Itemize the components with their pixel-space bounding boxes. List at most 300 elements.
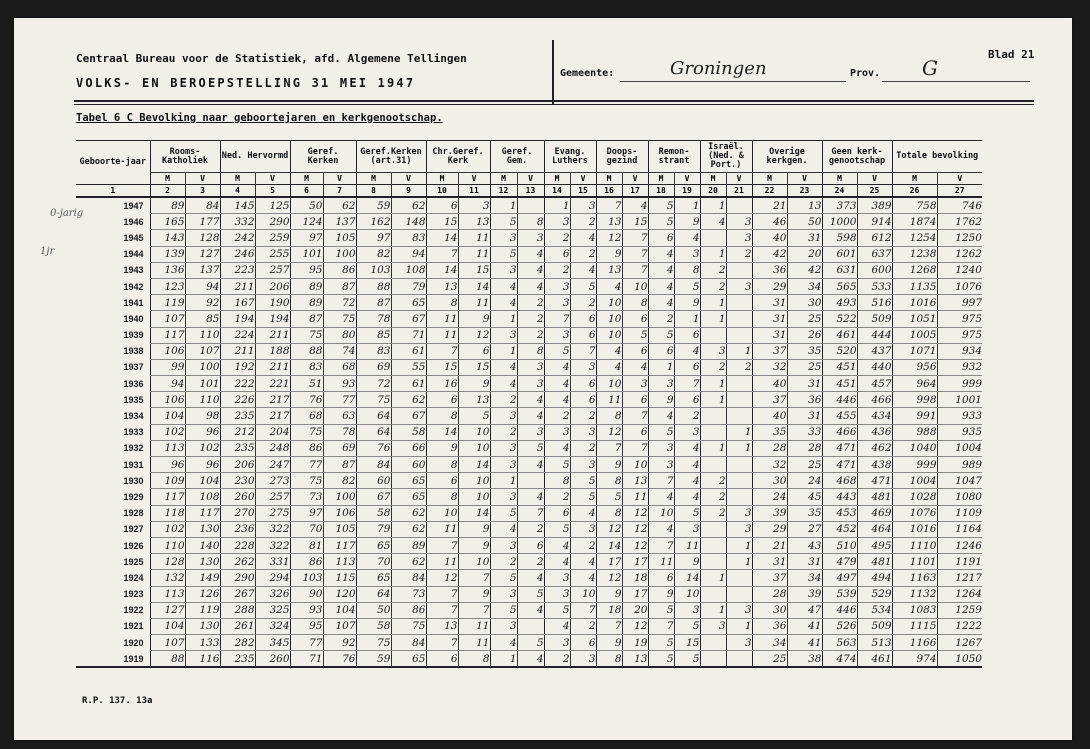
table-cell: 24: [752, 489, 787, 505]
table-cell: 462: [857, 440, 892, 456]
table-row: [76, 392, 982, 408]
table-cell: 167: [220, 295, 255, 311]
table-cell: 4: [648, 246, 674, 262]
table-cell: 11: [458, 230, 490, 246]
table-cell: 1262: [937, 246, 982, 262]
table-cell: 62: [391, 392, 426, 408]
male-header: M: [700, 173, 726, 185]
table-cell: 4: [674, 230, 700, 246]
table-cell: 257: [255, 489, 290, 505]
table-cell: 479: [822, 554, 857, 570]
table-cell: 461: [857, 651, 892, 668]
table-cell: 12: [622, 505, 648, 521]
table-cell: 2: [544, 489, 570, 505]
table-cell: 10: [458, 489, 490, 505]
table-cell: 3: [458, 197, 490, 214]
table-cell: 758: [892, 197, 937, 214]
table-cell: 7: [570, 602, 596, 618]
table-cell: 2: [544, 230, 570, 246]
table-cell: 3: [490, 618, 517, 634]
table-cell: 10: [458, 424, 490, 440]
table-cell: 17: [622, 554, 648, 570]
table-cell: 6: [570, 311, 596, 327]
table-cell: [726, 327, 752, 343]
table-row: [76, 651, 982, 668]
table-cell: 3: [648, 440, 674, 456]
table-cell: 2: [700, 489, 726, 505]
table-cell: 89: [391, 537, 426, 553]
table-cell: 267: [220, 586, 255, 602]
table-cell: [700, 537, 726, 553]
table-cell: 97: [290, 505, 323, 521]
table-cell: 6: [426, 197, 458, 214]
table-cell: [726, 651, 752, 668]
table-cell: 3: [570, 651, 596, 668]
table-cell: 89: [290, 278, 323, 294]
table-cell: 9: [458, 311, 490, 327]
table-cell: 4: [648, 295, 674, 311]
birth-year: 1929: [123, 491, 144, 502]
group-header: Remon-strant: [648, 141, 700, 173]
table-cell: 35: [752, 424, 787, 440]
table-cell: 9: [596, 586, 622, 602]
table-cell: 5: [544, 343, 570, 359]
table-cell: 932: [937, 359, 982, 375]
table-cell: [700, 457, 726, 473]
table-cell: 7: [570, 343, 596, 359]
table-cell: 223: [220, 262, 255, 278]
table-cell: 42: [787, 262, 822, 278]
table-cell: 270: [220, 505, 255, 521]
table-cell: 64: [356, 408, 391, 424]
table-cell: 97: [290, 230, 323, 246]
table-cell: 991: [892, 408, 937, 424]
birth-year: 1928: [123, 508, 144, 519]
table-cell: 124: [290, 214, 323, 230]
table-cell: 509: [857, 311, 892, 327]
table-cell: 14: [458, 278, 490, 294]
table-cell: 8: [596, 651, 622, 668]
table-cell: 36: [752, 618, 787, 634]
table-cell: 217: [255, 408, 290, 424]
birth-year: 1936: [123, 378, 144, 389]
table-cell: 494: [857, 570, 892, 586]
birth-year: 1922: [123, 605, 144, 616]
table-cell: 1028: [892, 489, 937, 505]
column-number: 10: [426, 185, 458, 198]
table-cell: 9: [648, 586, 674, 602]
table-row: [76, 554, 982, 570]
table-cell: 1: [700, 376, 726, 392]
table-cell: 6: [674, 327, 700, 343]
table-cell: 4: [490, 295, 517, 311]
table-cell: 1254: [892, 230, 937, 246]
column-number: 22: [752, 185, 787, 198]
table-cell: 8: [596, 505, 622, 521]
table-cell: 13: [622, 473, 648, 489]
table-cell: [700, 635, 726, 651]
table-cell: 194: [220, 311, 255, 327]
table-cell: 10: [622, 457, 648, 473]
table-cell: 1: [726, 343, 752, 359]
birth-year: 1939: [123, 330, 144, 341]
table-cell: 389: [857, 197, 892, 214]
table-cell: 34: [787, 570, 822, 586]
table-cell: 12: [622, 537, 648, 553]
table-cell: 21: [752, 537, 787, 553]
table-cell: 2: [570, 618, 596, 634]
male-header: M: [490, 173, 517, 185]
birth-year: 1927: [123, 524, 144, 535]
table-cell: 4: [517, 570, 544, 586]
birth-year: 1943: [123, 265, 144, 276]
table-cell: 117: [185, 505, 220, 521]
table-cell: 3: [726, 278, 752, 294]
table-row: [76, 278, 982, 294]
table-title: Tabel 6 C Bevolking naar geboortejaren en kerkgenootschap.: [76, 112, 443, 124]
table-cell: 11: [596, 392, 622, 408]
table-cell: 96: [185, 424, 220, 440]
table-cell: 1: [490, 651, 517, 668]
table-cell: 11: [426, 554, 458, 570]
table-cell: 4: [544, 359, 570, 375]
table-cell: 345: [255, 635, 290, 651]
table-cell: 212: [220, 424, 255, 440]
table-cell: [700, 651, 726, 668]
table-cell: 13: [458, 392, 490, 408]
table-cell: 50: [290, 197, 323, 214]
table-cell: 6: [426, 473, 458, 489]
table-cell: 443: [822, 489, 857, 505]
table-cell: 13: [426, 618, 458, 634]
table-cell: 261: [220, 618, 255, 634]
table-row: [76, 230, 982, 246]
table-cell: 322: [255, 537, 290, 553]
table-cell: 9: [458, 376, 490, 392]
table-cell: 139: [150, 246, 185, 262]
female-header: V: [391, 173, 426, 185]
table-cell: 1135: [892, 278, 937, 294]
female-header: V: [458, 173, 490, 185]
table-cell: 474: [822, 651, 857, 668]
table-cell: 3: [622, 376, 648, 392]
table-cell: 4: [517, 408, 544, 424]
table-cell: 5: [622, 327, 648, 343]
table-cell: 41: [787, 635, 822, 651]
table-cell: 7: [544, 311, 570, 327]
table-cell: 4: [570, 554, 596, 570]
column-number: 14: [544, 185, 570, 198]
table-cell: 102: [150, 424, 185, 440]
table-cell: 2: [490, 424, 517, 440]
table-cell: 4: [674, 457, 700, 473]
table-cell: 373: [822, 197, 857, 214]
table-cell: 96: [150, 457, 185, 473]
table-cell: 3: [490, 327, 517, 343]
table-cell: 86: [290, 440, 323, 456]
table-cell: 83: [391, 230, 426, 246]
birth-year: 1935: [123, 394, 144, 405]
table-cell: 110: [185, 392, 220, 408]
birth-year: 1937: [123, 362, 144, 373]
table-cell: 5: [674, 618, 700, 634]
table-cell: 5: [544, 521, 570, 537]
table-cell: 211: [255, 359, 290, 375]
table-cell: 110: [150, 537, 185, 553]
table-cell: 4: [700, 214, 726, 230]
table-cell: 128: [185, 230, 220, 246]
table-cell: 78: [356, 311, 391, 327]
table-cell: 177: [185, 214, 220, 230]
table-cell: 9: [674, 295, 700, 311]
female-header: V: [185, 173, 220, 185]
table-cell: [726, 586, 752, 602]
table-cell: 71: [391, 327, 426, 343]
table-cell: 7: [596, 197, 622, 214]
table-cell: 999: [937, 376, 982, 392]
table-cell: 975: [937, 311, 982, 327]
table-cell: 997: [937, 295, 982, 311]
table-row: [76, 424, 982, 440]
table-cell: 2: [544, 651, 570, 668]
table-cell: 4: [674, 343, 700, 359]
table-cell: 4: [490, 376, 517, 392]
table-cell: 5: [490, 505, 517, 521]
table-cell: 14: [596, 537, 622, 553]
table-cell: 75: [290, 327, 323, 343]
table-cell: [726, 457, 752, 473]
table-cell: 539: [822, 586, 857, 602]
table-cell: 4: [544, 392, 570, 408]
table-cell: [726, 295, 752, 311]
group-header: Ned. Hervormd: [220, 141, 290, 173]
birth-year: 1926: [123, 540, 144, 551]
column-number: 16: [596, 185, 622, 198]
table-cell: 79: [391, 278, 426, 294]
table-cell: 221: [255, 376, 290, 392]
table-cell: 262: [220, 554, 255, 570]
male-header: M: [648, 173, 674, 185]
table-cell: 103: [290, 570, 323, 586]
table-cell: 4: [648, 262, 674, 278]
table-cell: 3: [490, 408, 517, 424]
table-cell: 10: [458, 440, 490, 456]
table-cell: 2: [674, 408, 700, 424]
table-cell: 40: [752, 230, 787, 246]
table-cell: 7: [622, 262, 648, 278]
table-cell: 4: [517, 262, 544, 278]
table-cell: 15: [458, 359, 490, 375]
table-cell: 1: [490, 311, 517, 327]
table-cell: 20: [787, 246, 822, 262]
table-cell: 6: [458, 343, 490, 359]
table-cell: 322: [255, 521, 290, 537]
table-cell: 10: [648, 505, 674, 521]
table-cell: 119: [150, 295, 185, 311]
table-cell: 18: [622, 570, 648, 586]
table-cell: 76: [356, 440, 391, 456]
table-cell: 1050: [937, 651, 982, 668]
table-cell: 3: [570, 197, 596, 214]
table-cell: 105: [323, 230, 356, 246]
column-number: 7: [323, 185, 356, 198]
table-row: [76, 440, 982, 456]
table-cell: 84: [391, 570, 426, 586]
table-cell: 104: [185, 473, 220, 489]
table-cell: 3: [674, 424, 700, 440]
table-cell: 4: [517, 278, 544, 294]
table-cell: [700, 586, 726, 602]
prov-label: Prov.: [850, 68, 881, 79]
table-cell: 2: [517, 327, 544, 343]
table-cell: 88: [290, 343, 323, 359]
table-cell: 68: [290, 408, 323, 424]
table-cell: 1: [726, 440, 752, 456]
table-cell: 257: [255, 262, 290, 278]
birth-year: 1940: [123, 313, 144, 324]
table-cell: 8: [517, 343, 544, 359]
table-cell: 513: [857, 635, 892, 651]
table-cell: 3: [490, 457, 517, 473]
table-cell: 6: [622, 343, 648, 359]
birth-year: 1930: [123, 475, 144, 486]
table-cell: 10: [674, 586, 700, 602]
table-cell: 461: [822, 327, 857, 343]
table-cell: 3: [726, 602, 752, 618]
male-header: M: [822, 173, 857, 185]
group-header: Geen kerk-genootschap: [822, 141, 892, 173]
table-cell: 226: [220, 392, 255, 408]
table-cell: 101: [290, 246, 323, 262]
table-cell: 109: [150, 473, 185, 489]
table-cell: 4: [544, 554, 570, 570]
table-cell: 2: [700, 278, 726, 294]
table-cell: 1217: [937, 570, 982, 586]
table-cell: 964: [892, 376, 937, 392]
table-cell: 5: [570, 278, 596, 294]
table-cell: 65: [391, 295, 426, 311]
table-cell: 75: [290, 473, 323, 489]
table-cell: 3: [570, 521, 596, 537]
gemeente-label: Gemeente:: [560, 68, 615, 79]
table-cell: 563: [822, 635, 857, 651]
table-cell: 520: [822, 343, 857, 359]
table-cell: 59: [356, 197, 391, 214]
male-header: M: [596, 173, 622, 185]
table-cell: 15: [622, 214, 648, 230]
table-cell: 106: [150, 392, 185, 408]
table-cell: 39: [787, 586, 822, 602]
birth-year: 1945: [123, 232, 144, 243]
table-cell: 14: [426, 262, 458, 278]
table-cell: 3: [570, 424, 596, 440]
male-header: M: [290, 173, 323, 185]
table-cell: 11: [458, 618, 490, 634]
birth-year: 1938: [123, 346, 144, 357]
table-cell: 7: [648, 473, 674, 489]
table-cell: 5: [648, 197, 674, 214]
table-cell: 4: [490, 359, 517, 375]
female-header: V: [787, 173, 822, 185]
table-cell: 47: [787, 602, 822, 618]
table-cell: 565: [822, 278, 857, 294]
table-cell: 32: [752, 457, 787, 473]
table-cell: 13: [622, 651, 648, 668]
table-cell: 162: [356, 214, 391, 230]
table-cell: 79: [356, 521, 391, 537]
table-cell: 36: [752, 262, 787, 278]
table-cell: 25: [752, 651, 787, 668]
table-cell: 4: [544, 618, 570, 634]
table-cell: 3: [490, 262, 517, 278]
table-cell: 230: [220, 473, 255, 489]
table-cell: [726, 489, 752, 505]
table-cell: 5: [544, 602, 570, 618]
table-cell: 601: [822, 246, 857, 262]
table-cell: 70: [290, 521, 323, 537]
table-cell: 61: [391, 376, 426, 392]
table-cell: 5: [648, 214, 674, 230]
table-cell: 74: [323, 343, 356, 359]
table-cell: 974: [892, 651, 937, 668]
female-header: V: [726, 173, 752, 185]
table-cell: 14: [426, 424, 458, 440]
table-cell: 30: [752, 473, 787, 489]
table-cell: 78: [323, 424, 356, 440]
table-cell: 3: [544, 635, 570, 651]
table-cell: 1246: [937, 537, 982, 553]
table-cell: 206: [255, 278, 290, 294]
table-cell: 3: [700, 618, 726, 634]
table-cell: 1001: [937, 392, 982, 408]
table-cell: 24: [787, 473, 822, 489]
table-cell: 42: [752, 246, 787, 262]
table-cell: 260: [255, 651, 290, 668]
table-cell: 73: [391, 586, 426, 602]
table-cell: 5: [517, 586, 544, 602]
table-cell: 10: [596, 295, 622, 311]
table-cell: 188: [255, 343, 290, 359]
margin-note-one-year: 1jr: [40, 246, 55, 257]
table-cell: 69: [356, 359, 391, 375]
table-cell: 438: [857, 457, 892, 473]
table-cell: 497: [822, 570, 857, 586]
table-cell: 65: [356, 570, 391, 586]
table-cell: 26: [787, 327, 822, 343]
table-cell: 107: [150, 311, 185, 327]
table-row: [76, 408, 982, 424]
table-cell: 31: [787, 230, 822, 246]
table-cell: 1: [700, 197, 726, 214]
table-cell: 7: [426, 343, 458, 359]
table-cell: 63: [323, 408, 356, 424]
table-cell: 11: [458, 635, 490, 651]
table-cell: 192: [220, 359, 255, 375]
table-cell: 40: [752, 408, 787, 424]
table-cell: 598: [822, 230, 857, 246]
table-cell: 5: [517, 635, 544, 651]
table-cell: 5: [648, 424, 674, 440]
table-row: [76, 457, 982, 473]
table-cell: 62: [391, 554, 426, 570]
female-header: V: [937, 173, 982, 185]
table-cell: 1076: [937, 278, 982, 294]
table-cell: 102: [150, 521, 185, 537]
table-row: [76, 602, 982, 618]
table-cell: 1: [726, 537, 752, 553]
table-cell: 80: [323, 327, 356, 343]
table-cell: 2: [490, 554, 517, 570]
